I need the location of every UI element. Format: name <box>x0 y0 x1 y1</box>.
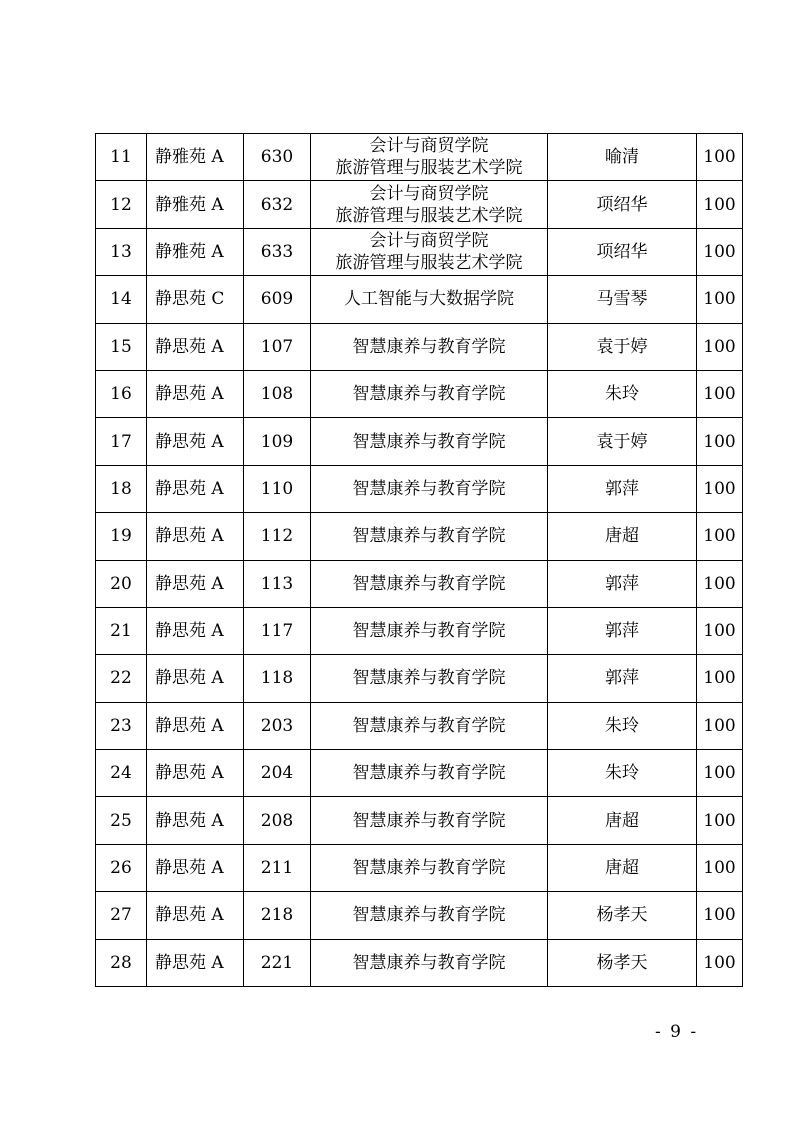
row-number-cell: 19 <box>96 513 147 560</box>
score-cell: 100 <box>697 418 743 465</box>
college-cell <box>311 513 548 560</box>
manager-cell: 朱玲 <box>548 750 697 797</box>
college-cell <box>311 465 548 512</box>
manager-cell: 唐超 <box>548 844 697 891</box>
score-cell: 100 <box>697 370 743 417</box>
college-name-line: 智慧康养与教育学院 <box>352 478 506 499</box>
score-cell: 100 <box>697 892 743 939</box>
college-name-line: 人工智能与大数据学院 <box>344 289 514 310</box>
table-row <box>96 134 743 181</box>
building-cell: 静思苑 A <box>147 607 244 654</box>
room-number-cell: 117 <box>244 607 311 654</box>
college-cell <box>311 797 548 844</box>
score-cell: 100 <box>697 181 743 228</box>
page-number: - 9 - <box>655 1022 699 1042</box>
building-cell: 静思苑 A <box>147 702 244 749</box>
table-row <box>96 323 743 370</box>
room-number-cell: 203 <box>244 702 311 749</box>
table-row <box>96 655 743 702</box>
building-cell: 静思苑 A <box>147 750 244 797</box>
manager-cell: 项绍华 <box>548 228 697 275</box>
manager-cell: 杨孝天 <box>548 939 697 986</box>
college-name-line: 智慧康养与教育学院 <box>352 858 506 879</box>
manager-cell: 朱玲 <box>548 702 697 749</box>
row-number-cell: 14 <box>96 276 147 323</box>
table-row <box>96 513 743 560</box>
table-row <box>96 228 743 275</box>
table-row <box>96 844 743 891</box>
college-name-line: 智慧康养与教育学院 <box>352 431 506 452</box>
room-number-cell: 218 <box>244 892 311 939</box>
row-number-cell: 24 <box>96 750 147 797</box>
score-cell: 100 <box>697 513 743 560</box>
score-cell: 100 <box>697 465 743 512</box>
building-cell: 静雅苑 A <box>147 181 244 228</box>
score-cell: 100 <box>697 607 743 654</box>
room-number-cell: 609 <box>244 276 311 323</box>
table-row <box>96 465 743 512</box>
college-name-line: 智慧康养与教育学院 <box>352 763 506 784</box>
dormitory-inspection-table <box>95 133 743 987</box>
manager-cell: 郭萍 <box>548 560 697 607</box>
table-row <box>96 939 743 986</box>
college-name-line: 会计与商贸学院 <box>369 183 489 204</box>
table-body <box>96 134 743 987</box>
building-cell: 静思苑 A <box>147 418 244 465</box>
row-number-cell: 17 <box>96 418 147 465</box>
room-number-cell: 630 <box>244 134 311 181</box>
score-cell: 100 <box>697 797 743 844</box>
college-cell <box>311 750 548 797</box>
score-cell: 100 <box>697 939 743 986</box>
manager-cell: 唐超 <box>548 513 697 560</box>
college-cell <box>311 892 548 939</box>
row-number-cell: 20 <box>96 560 147 607</box>
college-cell <box>311 370 548 417</box>
room-number-cell: 632 <box>244 181 311 228</box>
row-number-cell: 23 <box>96 702 147 749</box>
manager-cell: 郭萍 <box>548 655 697 702</box>
college-name-line: 智慧康养与教育学院 <box>352 336 506 357</box>
college-name-line: 旅游管理与服装艺术学院 <box>335 205 523 226</box>
manager-cell: 袁于婷 <box>548 323 697 370</box>
room-number-cell: 113 <box>244 560 311 607</box>
college-name-line: 会计与商贸学院 <box>369 136 489 157</box>
building-cell: 静思苑 C <box>147 276 244 323</box>
building-cell: 静思苑 A <box>147 655 244 702</box>
college-cell <box>311 228 548 275</box>
college-name-line: 旅游管理与服装艺术学院 <box>335 158 523 179</box>
room-number-cell: 221 <box>244 939 311 986</box>
score-cell: 100 <box>697 228 743 275</box>
college-cell <box>311 276 548 323</box>
row-number-cell: 26 <box>96 844 147 891</box>
college-name-line: 旅游管理与服装艺术学院 <box>335 252 523 273</box>
row-number-cell: 25 <box>96 797 147 844</box>
building-cell: 静思苑 A <box>147 844 244 891</box>
score-cell: 100 <box>697 702 743 749</box>
college-cell <box>311 181 548 228</box>
college-cell <box>311 418 548 465</box>
college-cell <box>311 560 548 607</box>
college-name-line: 智慧康养与教育学院 <box>352 905 506 926</box>
table-row <box>96 560 743 607</box>
college-name-line: 智慧康养与教育学院 <box>352 715 506 736</box>
college-cell <box>311 134 548 181</box>
score-cell: 100 <box>697 134 743 181</box>
building-cell: 静思苑 A <box>147 892 244 939</box>
manager-cell: 杨孝天 <box>548 892 697 939</box>
table-row <box>96 370 743 417</box>
college-cell <box>311 702 548 749</box>
room-number-cell: 208 <box>244 797 311 844</box>
table-row <box>96 750 743 797</box>
college-name-line: 智慧康养与教育学院 <box>352 668 506 689</box>
manager-cell: 马雪琴 <box>548 276 697 323</box>
row-number-cell: 27 <box>96 892 147 939</box>
table-row <box>96 418 743 465</box>
score-cell: 100 <box>697 844 743 891</box>
building-cell: 静雅苑 A <box>147 228 244 275</box>
table-row <box>96 797 743 844</box>
college-cell <box>311 607 548 654</box>
row-number-cell: 28 <box>96 939 147 986</box>
room-number-cell: 112 <box>244 513 311 560</box>
building-cell: 静思苑 A <box>147 465 244 512</box>
room-number-cell: 118 <box>244 655 311 702</box>
room-number-cell: 204 <box>244 750 311 797</box>
college-cell <box>311 939 548 986</box>
manager-cell: 唐超 <box>548 797 697 844</box>
room-number-cell: 110 <box>244 465 311 512</box>
manager-cell: 袁于婷 <box>548 418 697 465</box>
manager-cell: 喻清 <box>548 134 697 181</box>
room-number-cell: 211 <box>244 844 311 891</box>
building-cell: 静思苑 A <box>147 939 244 986</box>
table-row <box>96 607 743 654</box>
room-number-cell: 107 <box>244 323 311 370</box>
college-cell <box>311 655 548 702</box>
table-row <box>96 181 743 228</box>
building-cell: 静思苑 A <box>147 513 244 560</box>
row-number-cell: 12 <box>96 181 147 228</box>
college-name-line: 智慧康养与教育学院 <box>352 573 506 594</box>
college-cell <box>311 844 548 891</box>
score-cell: 100 <box>697 276 743 323</box>
college-name-line: 智慧康养与教育学院 <box>352 526 506 547</box>
building-cell: 静思苑 A <box>147 797 244 844</box>
room-number-cell: 633 <box>244 228 311 275</box>
row-number-cell: 15 <box>96 323 147 370</box>
college-name-line: 会计与商贸学院 <box>369 230 489 251</box>
manager-cell: 项绍华 <box>548 181 697 228</box>
row-number-cell: 11 <box>96 134 147 181</box>
table-row <box>96 276 743 323</box>
row-number-cell: 16 <box>96 370 147 417</box>
score-cell: 100 <box>697 655 743 702</box>
building-cell: 静思苑 A <box>147 370 244 417</box>
manager-cell: 朱玲 <box>548 370 697 417</box>
score-cell: 100 <box>697 750 743 797</box>
score-cell: 100 <box>697 560 743 607</box>
row-number-cell: 21 <box>96 607 147 654</box>
room-number-cell: 109 <box>244 418 311 465</box>
college-name-line: 智慧康养与教育学院 <box>352 621 506 642</box>
college-name-line: 智慧康养与教育学院 <box>352 384 506 405</box>
table-row <box>96 702 743 749</box>
college-name-line: 智慧康养与教育学院 <box>352 810 506 831</box>
building-cell: 静雅苑 A <box>147 134 244 181</box>
row-number-cell: 18 <box>96 465 147 512</box>
building-cell: 静思苑 A <box>147 560 244 607</box>
college-cell <box>311 323 548 370</box>
row-number-cell: 22 <box>96 655 147 702</box>
score-cell: 100 <box>697 323 743 370</box>
manager-cell: 郭萍 <box>548 607 697 654</box>
table-row <box>96 892 743 939</box>
room-number-cell: 108 <box>244 370 311 417</box>
row-number-cell: 13 <box>96 228 147 275</box>
manager-cell: 郭萍 <box>548 465 697 512</box>
building-cell: 静思苑 A <box>147 323 244 370</box>
college-name-line: 智慧康养与教育学院 <box>352 952 506 973</box>
